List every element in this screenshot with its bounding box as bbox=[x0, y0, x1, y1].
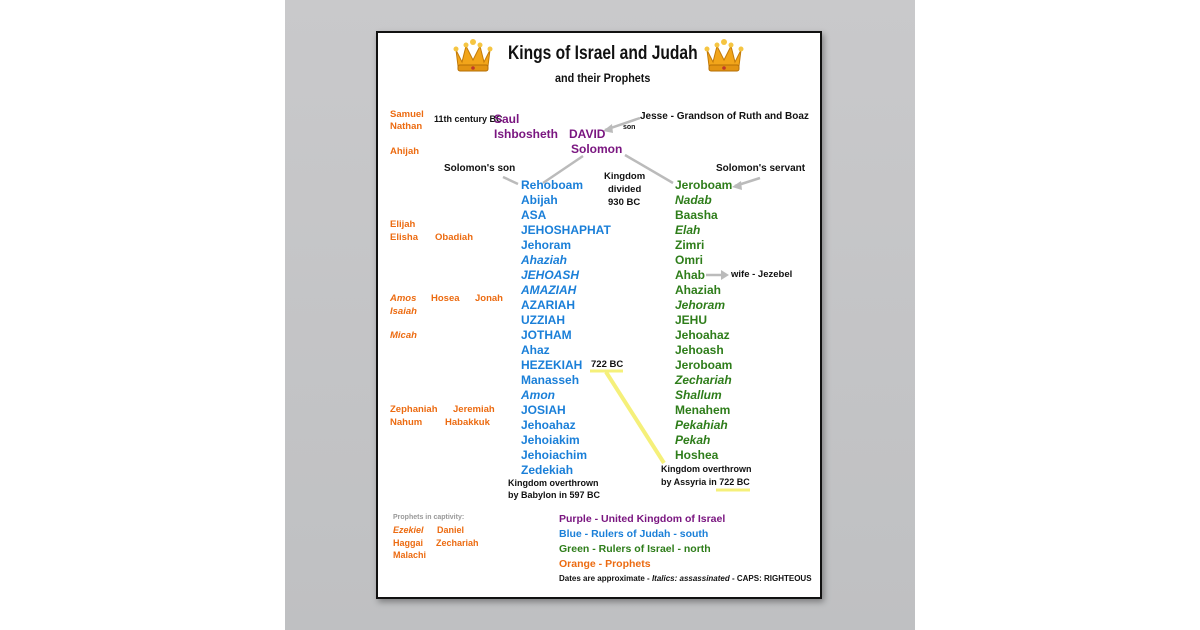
judah-king-0: Rehoboam bbox=[521, 178, 584, 192]
prophet-nathan: Nathan bbox=[390, 121, 423, 132]
israel-king-1: Nadab bbox=[675, 193, 712, 207]
prophet-obadiah: Obadiah bbox=[435, 232, 474, 243]
israel-king-17: Pekah bbox=[675, 433, 711, 447]
israel-king-14: Shallum bbox=[675, 388, 722, 402]
prophet-jonah: Jonah bbox=[475, 293, 503, 304]
legend-orange: Orange - Prophets bbox=[559, 558, 651, 570]
captivity-malachi: Malachi bbox=[393, 550, 427, 560]
son-label: son bbox=[623, 124, 636, 131]
wife-note: wife - Jezebel bbox=[731, 269, 793, 280]
prophet-isaiah: Isaiah bbox=[390, 306, 417, 317]
legend-blue: Blue - Rulers of Judah - south bbox=[559, 528, 709, 540]
king-saul: Saul bbox=[494, 112, 520, 126]
israel-king-8: Jehoram bbox=[675, 298, 726, 312]
judah-fall-line-1: Kingdom overthrown bbox=[508, 478, 599, 488]
judah-king-13: Manasseh bbox=[521, 373, 580, 387]
dates-italic: Italics: assassinated bbox=[651, 574, 730, 583]
israel-fall-line-2: by Assyria in 722 BC bbox=[661, 477, 750, 487]
dates-prefix: Dates are approximate - bbox=[559, 574, 652, 583]
judah-king-14: Amon bbox=[521, 388, 555, 402]
year-722-note: 722 BC bbox=[591, 359, 624, 370]
prophet-zephaniah: Zephaniah bbox=[390, 404, 438, 415]
israel-king-0: Jeroboam bbox=[675, 178, 733, 192]
israel-fall-line-1: Kingdom overthrown bbox=[661, 464, 752, 474]
judah-fall-line-2: by Babylon in 597 BC bbox=[508, 490, 601, 500]
solomons-son-note: Solomon's son bbox=[444, 163, 516, 174]
judah-king-15: JOSIAH bbox=[521, 403, 566, 417]
prophet-elijah: Elijah bbox=[390, 219, 416, 230]
king-solomon: Solomon bbox=[571, 142, 623, 156]
prophet-nahum: Nahum bbox=[390, 417, 423, 428]
arrowhead-wife bbox=[721, 270, 729, 280]
prophet-habakkuk: Habakkuk bbox=[445, 417, 490, 428]
divided-line-2: divided bbox=[608, 184, 642, 195]
prophet-samuel: Samuel bbox=[390, 109, 424, 120]
prophet-amos: Amos bbox=[390, 293, 417, 304]
dates-suffix: - CAPS: RIGHTEOUS bbox=[729, 574, 812, 583]
judah-king-6: JEHOASH bbox=[521, 268, 580, 282]
prophet-jeremiah: Jeremiah bbox=[453, 404, 495, 415]
israel-king-10: Jehoahaz bbox=[675, 328, 730, 342]
judah-king-8: AZARIAH bbox=[521, 298, 575, 312]
legend-green: Green - Rulers of Israel - north bbox=[559, 543, 711, 555]
israel-king-16: Pekahiah bbox=[675, 418, 728, 432]
israel-king-12: Jeroboam bbox=[675, 358, 733, 372]
judah-king-7: AMAZIAH bbox=[521, 283, 577, 297]
israel-king-4: Zimri bbox=[675, 238, 705, 252]
judah-king-17: Jehoiakim bbox=[521, 433, 580, 447]
prophet-micah: Micah bbox=[390, 330, 417, 341]
israel-king-18: Hoshea bbox=[675, 448, 719, 462]
judah-king-4: Jehoram bbox=[521, 238, 572, 252]
israel-king-7: Ahaziah bbox=[675, 283, 722, 297]
prophet-elisha: Elisha bbox=[390, 232, 418, 243]
judah-king-1: Abijah bbox=[521, 193, 558, 207]
prophet-hosea: Hosea bbox=[431, 293, 460, 304]
judah-king-3: JEHOSHAPHAT bbox=[521, 223, 611, 237]
judah-king-16: Jehoahaz bbox=[521, 418, 576, 432]
highlight-722-diagonal bbox=[606, 372, 664, 463]
poster-title: Kings of Israel and Judah bbox=[508, 43, 698, 64]
judah-king-12: HEZEKIAH bbox=[521, 358, 583, 372]
captivity-daniel: Daniel bbox=[437, 525, 465, 535]
israel-king-5: Omri bbox=[675, 253, 704, 267]
captivity-zechariah: Zechariah bbox=[436, 538, 479, 548]
solomons-servant-note: Solomon's servant bbox=[716, 163, 806, 174]
crown-left-icon bbox=[452, 36, 494, 74]
divided-line-3: 930 BC bbox=[608, 197, 641, 208]
israel-king-9: JEHU bbox=[675, 313, 708, 327]
judah-king-11: Ahaz bbox=[521, 343, 550, 357]
judah-king-2: ASA bbox=[521, 208, 547, 222]
judah-king-5: Ahaziah bbox=[521, 253, 568, 267]
captivity-ezekiel: Ezekiel bbox=[393, 525, 424, 535]
era-label: 11th century BC bbox=[434, 114, 503, 124]
king-ishbosheth: Ishbosheth bbox=[494, 127, 559, 141]
judah-king-10: JOTHAM bbox=[521, 328, 572, 342]
israel-king-2: Baasha bbox=[675, 208, 718, 222]
judah-king-18: Jehoiachim bbox=[521, 448, 588, 462]
israel-king-11: Jehoash bbox=[675, 343, 724, 357]
judah-king-9: UZZIAH bbox=[521, 313, 565, 327]
israel-king-3: Elah bbox=[675, 223, 701, 237]
legend-purple: Purple - United Kingdom of Israel bbox=[559, 513, 726, 525]
captivity-haggai: Haggai bbox=[393, 538, 424, 548]
prophet-ahijah: Ahijah bbox=[390, 146, 420, 157]
captivity-header: Prophets in captivity: bbox=[393, 514, 465, 521]
israel-king-13: Zechariah bbox=[675, 373, 732, 387]
arrow-solomons-son bbox=[503, 177, 518, 184]
judah-king-19: Zedekiah bbox=[521, 463, 574, 477]
divided-line-1: Kingdom bbox=[604, 171, 646, 182]
jesse-note: Jesse - Grandson of Ruth and Boaz bbox=[640, 111, 809, 122]
king-david: DAVID bbox=[569, 127, 606, 141]
israel-king-6: Ahab bbox=[675, 268, 705, 282]
israel-king-15: Menahem bbox=[675, 403, 731, 417]
arrowhead-servant bbox=[732, 181, 742, 190]
poster-subtitle: and their Prophets bbox=[555, 71, 651, 85]
crown-right-icon bbox=[703, 36, 745, 74]
legend-dates-note bbox=[559, 575, 812, 583]
